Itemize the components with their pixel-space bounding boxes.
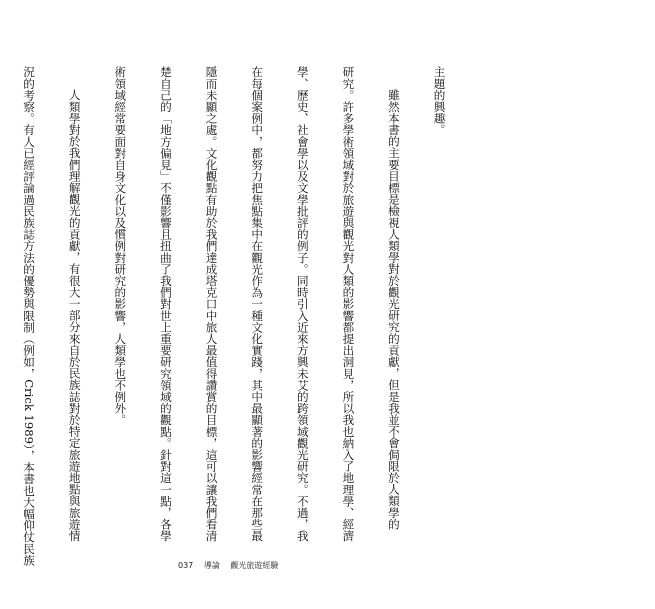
text-line: 研究。許多學術領域對於旅遊與觀光對人類的影響都提出洞見，所以我也納入了地理學、經濟 bbox=[341, 66, 356, 542]
text-line: 隱而未顯之處。文化觀點有助於我們達成塔克口中旅人最值得讚賞的目標，這可以讓我們看清 bbox=[204, 66, 219, 542]
text-line: 楚自己的「地方偏見」不僅影響且扭曲了我們對世上重要研究領域的觀點。針對這一點，各學 bbox=[158, 66, 173, 542]
text-line: 主題的興趣。 bbox=[432, 66, 447, 136]
text-line: 況的考察。有人已經評論過民族誌方法的優勢與限制（例如，Crick 1989），本書也大幅仰仗民族 bbox=[22, 66, 37, 566]
page-footer bbox=[178, 560, 286, 571]
text-line: 學、歷史、社會學以及文學批評的例子。同時引入近來方興未艾的跨領域觀光研究。不過，我 bbox=[295, 66, 310, 542]
text-line: 雖然本書的主要目標是檢視人類學對於觀光研究的貢獻，但是我並不會侷限於人類學的 bbox=[386, 89, 401, 530]
section-title: 導論 bbox=[203, 561, 220, 570]
text-line: 在每個案例中，都努力把焦點集中在觀光作為一種文化實踐，其中最顯著的影響經常在那些最 bbox=[250, 66, 265, 542]
text-line: 術領域經常要面對自身文化以及慣例對研究的影響，人類學也不例外。 bbox=[113, 66, 128, 426]
text-line: 人類學對於我們理解觀光的貢獻，有很大一部分來自於民族誌對於特定旅遊地點與旅遊情 bbox=[67, 89, 82, 542]
page-number: 037 bbox=[178, 561, 194, 570]
book-title: 觀光旅遊經驗 bbox=[230, 561, 279, 570]
